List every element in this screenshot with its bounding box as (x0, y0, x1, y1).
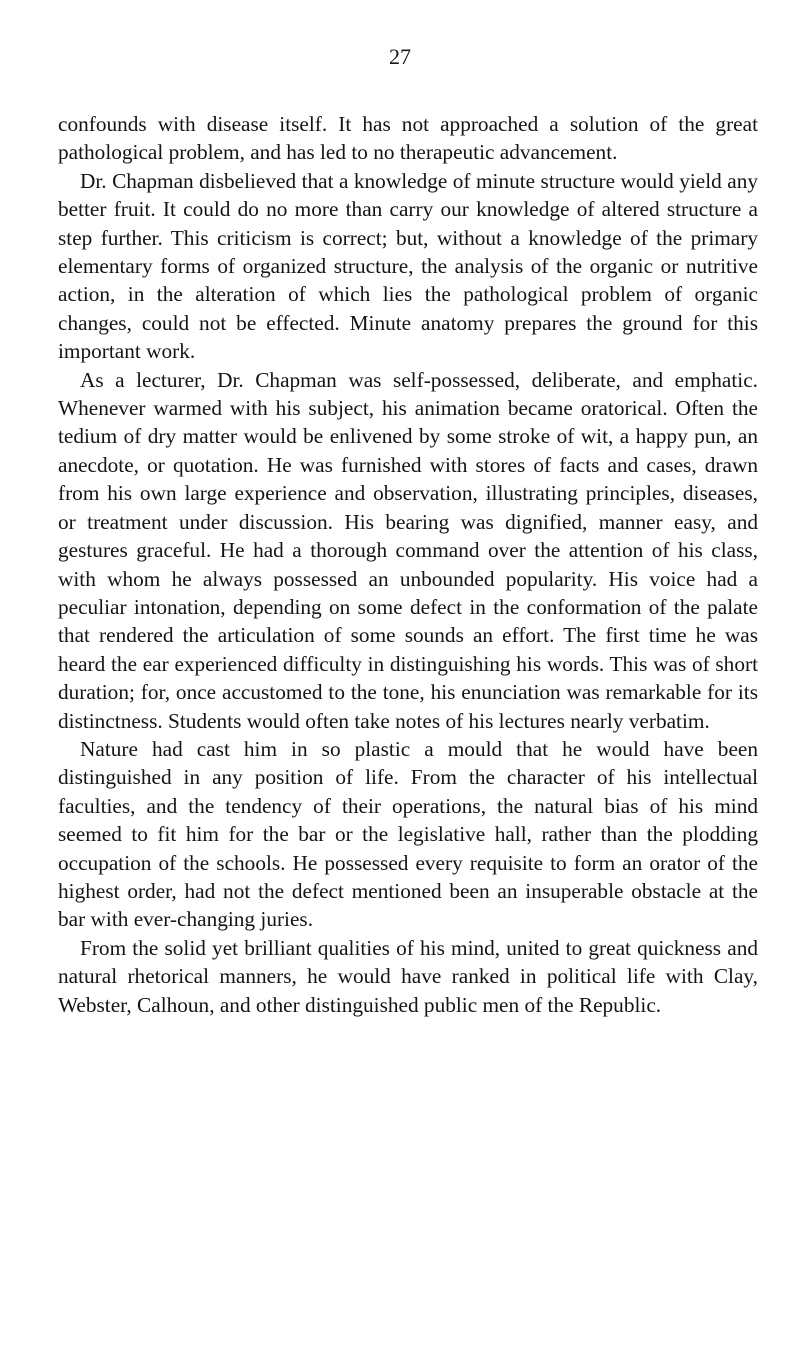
page-number: 27 (389, 44, 411, 69)
paragraph-2: Dr. Chapman disbelieved that a knowledge of minute structure would yield any better fruit. It could do no more than carry our knowledge of altered structure a step further. This criticism is correct; but, without a knowledge of the primary elementary forms of organized structure, the analysis of the organic or nutritive action, in the alteration of which lies the pathological problem of organic changes, could not be effected. Minute anatomy prepares the ground for this important work. (58, 168, 758, 364)
paragraph-4: Nature had cast him in so plastic a mould that he would have been distinguished in any position of life. From the character of his intellectual faculties, and the tendency of their operations, the natural bias of his mind seemed to fit him for the bar or the legislative hall, rather than the plodding occupation of the schools. He possessed every requisite to form an orator of the highest order, had not the defect mentioned been an insuperable obstacle at the bar with ever-changing juries. (58, 736, 758, 932)
paragraph-3: As a lecturer, Dr. Chapman was self-possessed, deliberate, and emphatic. Whenever warmed with his subject, his animation became oratorical. Often the tedium of dry matter would be enlivened by some stroke of wit, a happy pun, an anecdote, or quotation. He was furnished with stores of facts and cases, drawn from his own large experience and observation, illustrating principles, diseases, or treatment under discussion. His bearing was dignified, manner easy, and gestures graceful. He had a thorough command over the attention of his class, with whom he always possessed an unbounded popularity. His voice had a peculiar intonation, depending on some defect in the conformation of the palate that rendered the articulation of some sounds an effort. The first time he was heard the ear experienced difficulty in distinguishing his words. This was of short duration; for, once accustomed to the tone, his enunciation was remarkable for its distinctness. Students would often take notes of his lectures nearly verbatim. (58, 367, 758, 733)
paragraph-5: From the solid yet brilliant qualities of his mind, united to great quickness and natural rhetorical manners, he would have ranked in political life with Clay, Webster, Calhoun, and other distinguished public men of the Republic. (58, 935, 758, 1017)
paragraph-1: confounds with disease itself. It has not approached a solution of the great pathological problem, and has led to no therapeutic advancement. (58, 112, 758, 165)
body-text (58, 110, 758, 1019)
